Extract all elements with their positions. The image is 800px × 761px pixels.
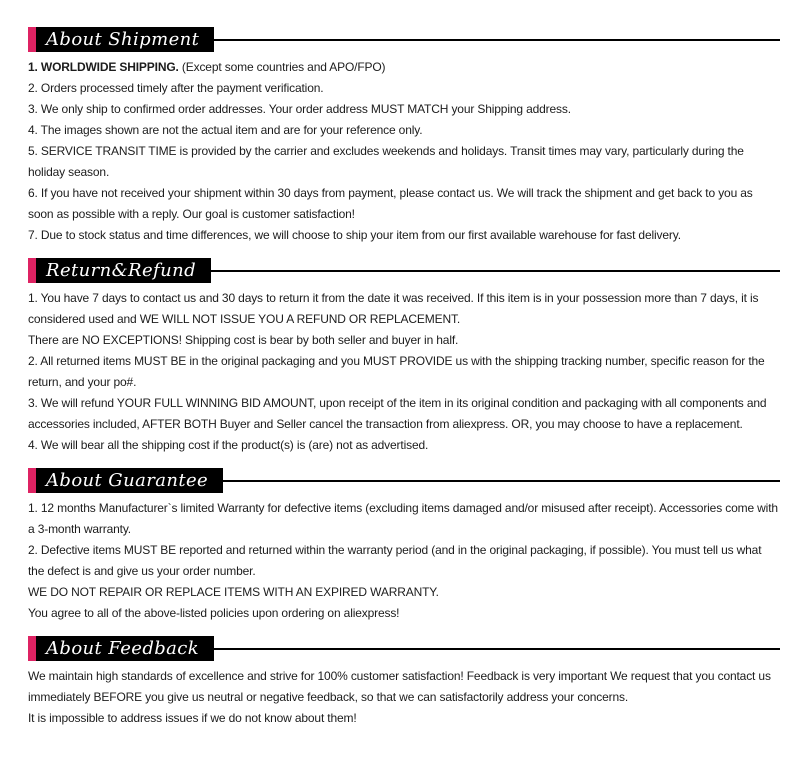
policy-paragraph: 1. 12 months Manufacturer`s limited Warranty for defective items (excluding items damaged and/or misused after receipt). Accessories come with a 3-month warranty. (28, 501, 778, 536)
policy-paragraph: You agree to all of the above-listed policies upon ordering on aliexpress! (28, 606, 400, 620)
policy-paragraph: It is impossible to address issues if we do not know about them! (28, 711, 357, 725)
section-return-refund (28, 258, 780, 456)
header-rule (223, 480, 780, 482)
accent-bar (28, 468, 36, 493)
header-rule (214, 39, 780, 41)
policy-paragraph: There are NO EXCEPTIONS! Shipping cost is bear by both seller and buyer in half. (28, 333, 459, 347)
policy-paragraph: 5. SERVICE TRANSIT TIME is provided by the carrier and excludes weekends and holidays. Transit times may vary, particularly during the holiday season. (28, 144, 744, 179)
section-body (28, 57, 780, 246)
section-header (28, 27, 780, 52)
policy-paragraph: 3. We will refund YOUR FULL WINNING BID AMOUNT, upon receipt of the item in its original condition and packaging with all components and accessories included, AFTER BOTH Buyer and Seller cancel the transaction from aliexpress. OR, you may choose to have a replacement. (28, 396, 767, 431)
accent-bar (28, 258, 36, 283)
policy-paragraph: 2. Orders processed timely after the payment verification. (28, 81, 324, 95)
section-body (28, 666, 780, 729)
section-title: About Guarantee (36, 468, 223, 493)
section-header (28, 636, 780, 661)
section-about-guarantee (28, 468, 780, 624)
policy-paragraph: 6. If you have not received your shipment within 30 days from payment, please contact us. We will track the shipment and get back to you as soon as possible with a reply. Our goal is customer satisfaction! (28, 186, 753, 221)
policy-paragraph: 4. We will bear all the shipping cost if the product(s) is (are) not as advertised. (28, 438, 429, 452)
policy-paragraph: 4. The images shown are not the actual item and are for your reference only. (28, 123, 423, 137)
section-header (28, 258, 780, 283)
section-about-feedback (28, 636, 780, 729)
policy-paragraph: 1. WORLDWIDE SHIPPING. (Except some countries and APO/FPO) (28, 60, 386, 74)
header-rule (214, 648, 780, 650)
section-body (28, 288, 780, 456)
paragraph-bold-lead: 1. WORLDWIDE SHIPPING. (28, 60, 179, 74)
section-about-shipment (28, 27, 780, 246)
policy-paragraph: WE DO NOT REPAIR OR REPLACE ITEMS WITH AN EXPIRED WARRANTY. (28, 585, 439, 599)
header-rule (211, 270, 780, 272)
section-body (28, 498, 780, 624)
policy-paragraph: 1. You have 7 days to contact us and 30 days to return it from the date it was received. If this item is in your possession more than 7 days, it is considered used and WE WILL NOT ISSUE YOU A REFUND OR REPLACEMENT. (28, 291, 759, 326)
section-title: Return&Refund (36, 258, 211, 283)
policy-paragraph: 7. Due to stock status and time differences, we will choose to ship your item from our first available warehouse for fast delivery. (28, 228, 681, 242)
policy-paragraph: 3. We only ship to confirmed order addresses. Your order address MUST MATCH your Shipping address. (28, 102, 571, 116)
section-title: About Shipment (36, 27, 214, 52)
policy-paragraph: 2. Defective items MUST BE reported and returned within the warranty period (and in the original packaging, if possible). You must tell us what the defect is and give us your order number. (28, 543, 762, 578)
policy-paragraph: We maintain high standards of excellence and strive for 100% customer satisfaction! Feedback is very important We request that you contact us immediately BEFORE you give us neutral or negative feedback, so that we can satisfactorily address your concerns. (28, 669, 771, 704)
accent-bar (28, 636, 36, 661)
accent-bar (28, 27, 36, 52)
section-title: About Feedback (36, 636, 214, 661)
section-header (28, 468, 780, 493)
policy-paragraph: 2. All returned items MUST BE in the original packaging and you MUST PROVIDE us with the shipping tracking number, specific reason for the return, and your po#. (28, 354, 765, 389)
